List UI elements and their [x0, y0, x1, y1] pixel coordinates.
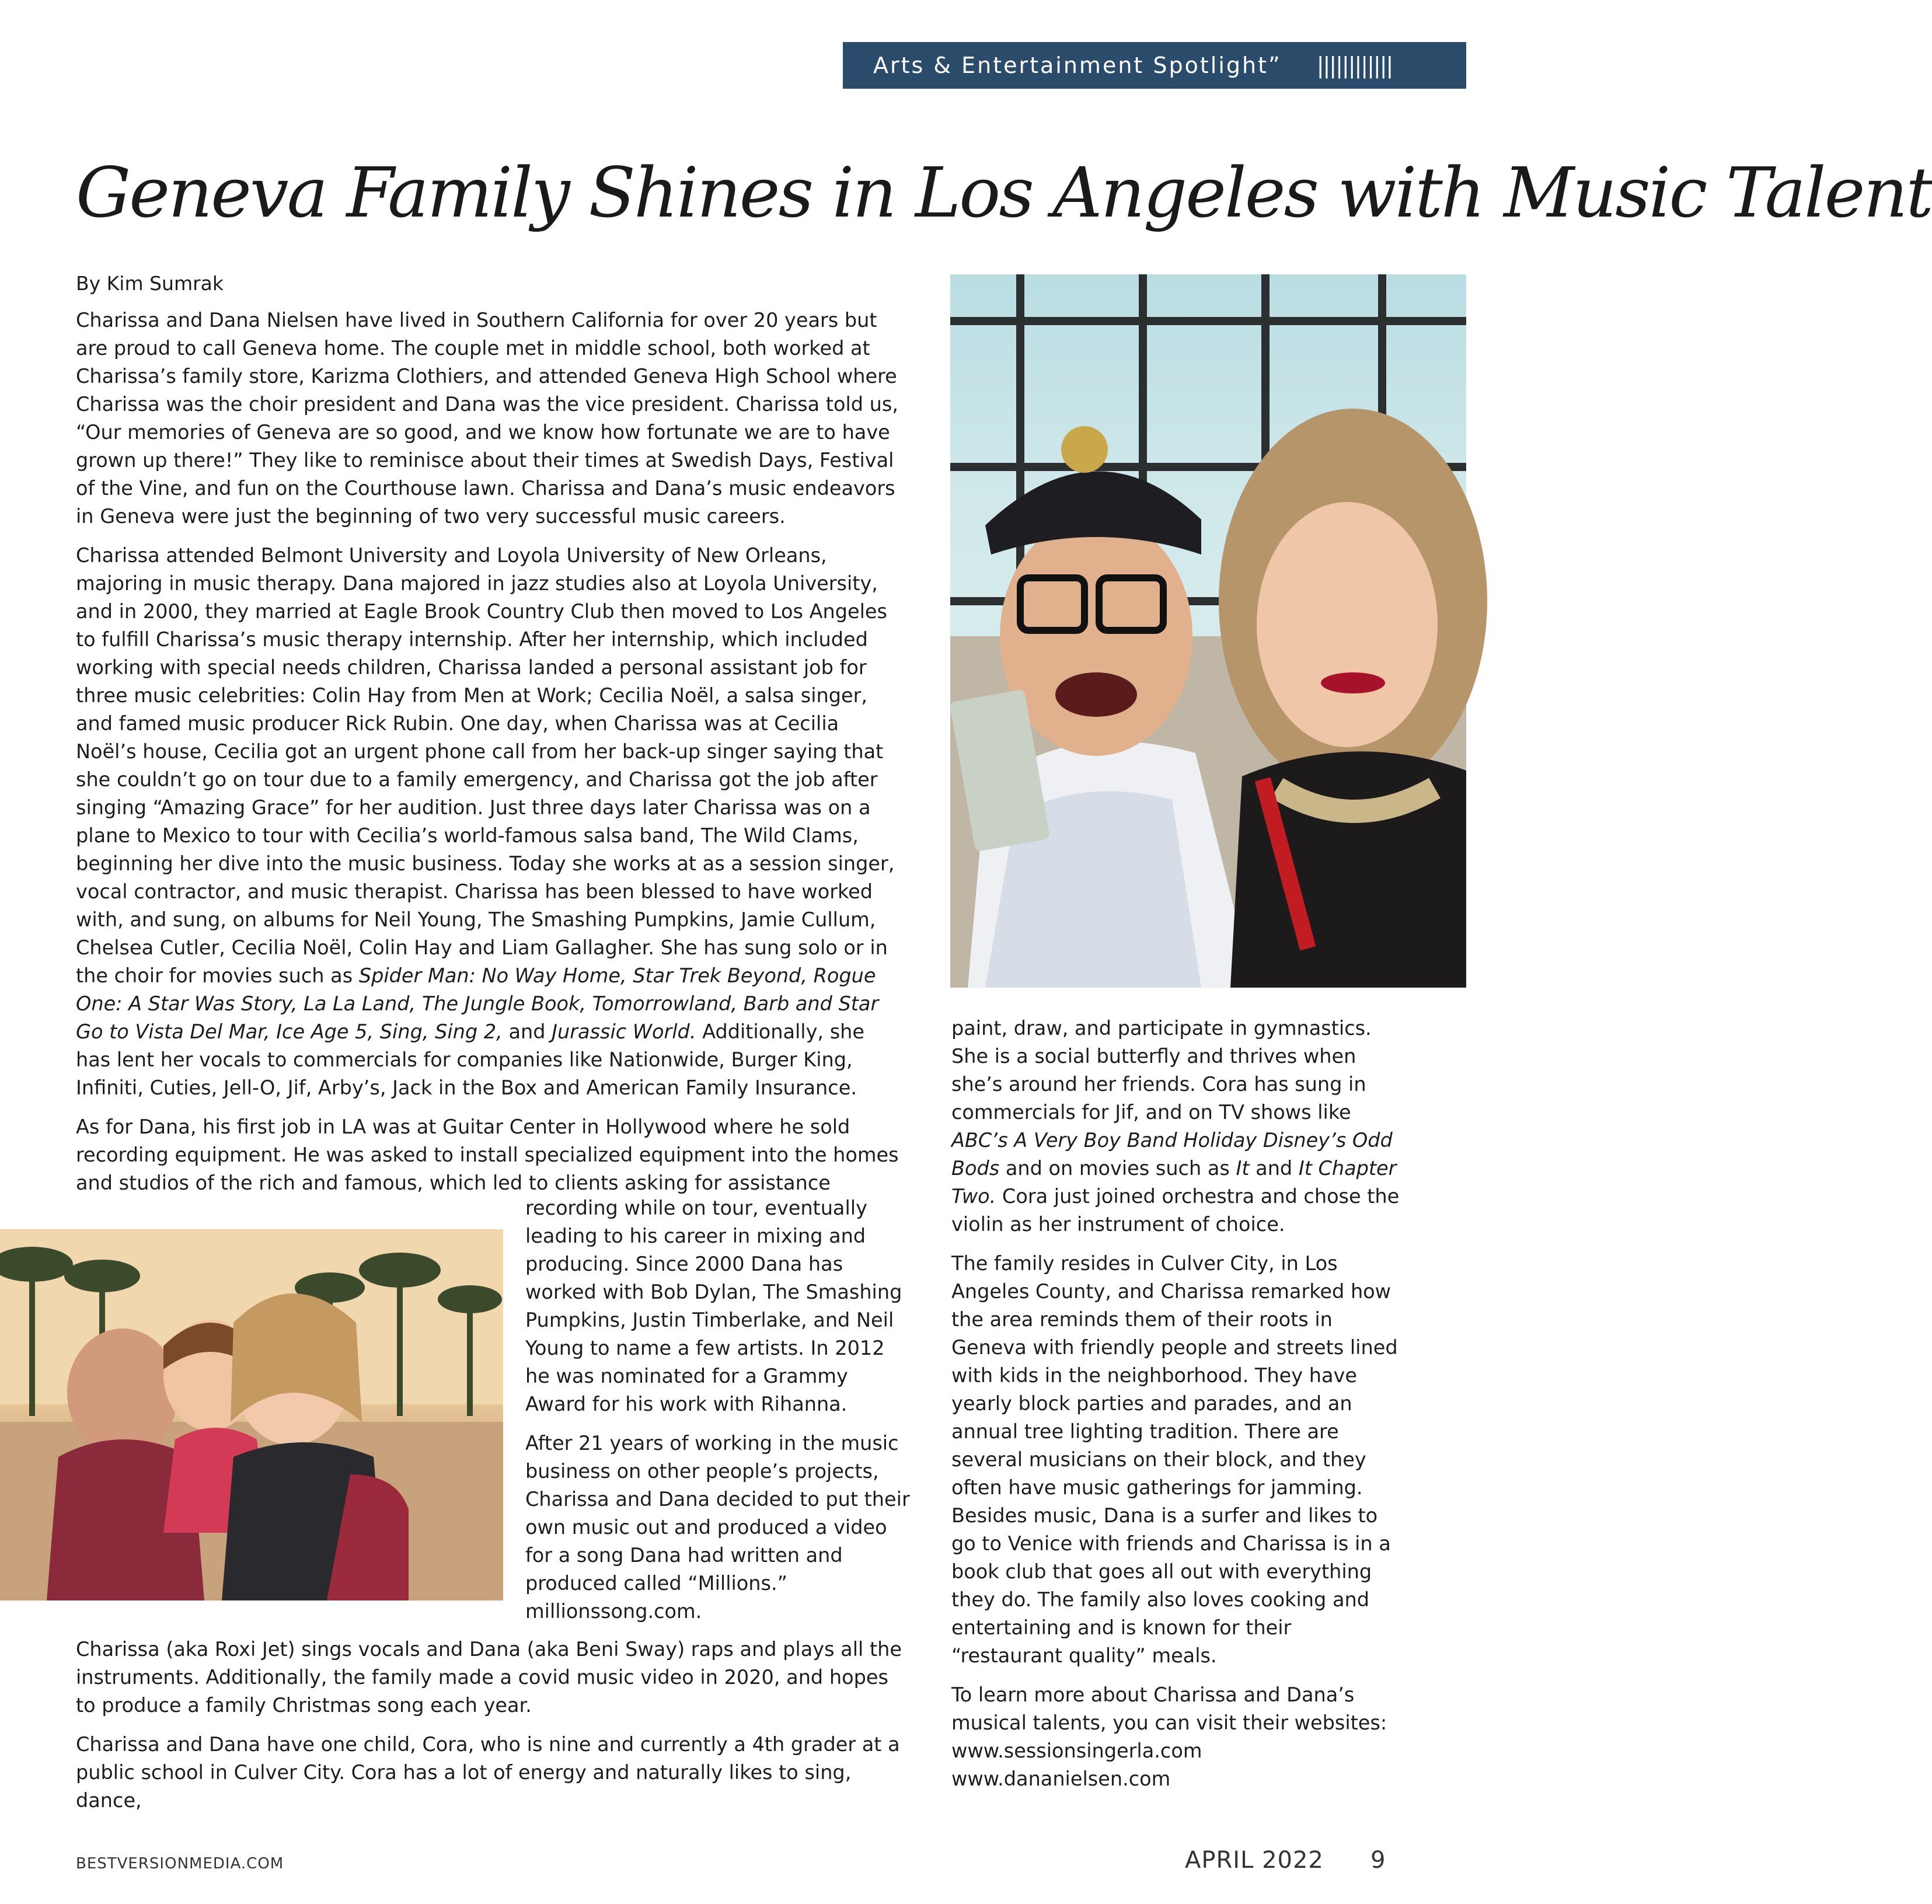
- movie-title: It Chapter Two.: [951, 1157, 1397, 1208]
- website-link[interactable]: www.dananielsen.com: [951, 1767, 1171, 1790]
- page-number: 9: [1370, 1847, 1386, 1874]
- paragraph: As for Dana, his first job in LA was at Guitar Center in Hollywood where he sold recording equipment. He was asked to install specialized equipment into the homes and studios of the rich and famous, which led to clients asking for assistance: [76, 1115, 899, 1194]
- couple-photo-illustration: [950, 274, 1466, 988]
- byline: By Kim Sumrak: [76, 272, 224, 295]
- footer-date: APRIL 2022: [1185, 1847, 1324, 1874]
- movie-title: Jurassic World.: [552, 1020, 696, 1043]
- paragraph: paint, draw, and participate in gymnastics. She is a social butterfly and thrives when she’s around her friends. Cora has sung in commercials for Jif, and on TV shows like ABC’s A Very Boy Band Holiday Disney’s Odd Bods and on movies such as It and It Chapter Two. Cora just joined orchestra and chose the violin as her instrument of choice.: [951, 1017, 1400, 1236]
- paragraph: The family resides in Culver City, in Los Angeles County, and Charissa remarked how the area reminds them of their roots in Geneva with friendly people and streets lined with kids in the neighborhood. They have yearly block parties and parades, and an annual tree lighting tradition. There are several musicians on their block, and they often have music gatherings for jamming. Besides music, Dana is a surfer and likes to go to Venice with friends and Charissa is in a book club that goes all out with everything they do. The family also loves cooking and entertaining and is known for their “restaurant quality” meals.: [951, 1252, 1398, 1667]
- website-link[interactable]: www.sessionsingerla.com: [951, 1739, 1202, 1762]
- paragraph: Charissa and Dana Nielsen have lived in Southern California for over 20 years but are proud to call Geneva home. The couple met in middle school, both worked at Charissa’s family store, Karizma Clothiers, and attended Geneva High School where Charissa was the choir president and Dana was the vice president. Charissa told us, “Our memories of Geneva are so good, and we know how fortunate we are to have grown up there!” They like to reminisce about their times at Swedish Days, Festival of the Vine, and fun on the Courthouse lawn. Charissa and Dana’s music endeavors in Geneva were just the beginning of two very successful music careers.: [76, 309, 898, 528]
- paragraph: Charissa and Dana have one child, Cora, who is nine and currently a 4th grader at a public school in Culver City. Cora has a lot of energy and naturally likes to sing, dance,: [76, 1733, 900, 1812]
- footer-website: BESTVERSIONMEDIA.COM: [76, 1855, 284, 1872]
- article-column-wrap: [525, 1194, 911, 1637]
- article-column-right: [951, 1014, 1401, 1804]
- paragraph: recording while on tour, eventually leading to his career in mixing and producing. Since 2000 Dana has worked with Bob Dylan, The Smashing Pumpkins, Justin Timberlake, and Neil Young to name a few artists. In 2012 he was nominated for a Grammy Award for his work with Rihanna.: [525, 1197, 902, 1415]
- article-column-main: [76, 306, 905, 1208]
- paragraph: To learn more about Charissa and Dana’s musical talents, you can visit their websites: www.sessionsingerla.com www.dananielsen.com: [951, 1683, 1387, 1790]
- tv-show-title: ABC’s A Very Boy Band Holiday Disney’s Odd Bods: [951, 1129, 1393, 1180]
- decorative-bars: ||||||||||||: [1316, 53, 1393, 78]
- couple-photo: [950, 274, 1466, 988]
- article-column-bottom: [76, 1636, 911, 1826]
- article-headline: Geneva Family Shines in Los Angeles with Music Talent: [76, 152, 1932, 233]
- section-title: Arts & Entertainment Spotlight”: [873, 53, 1282, 78]
- paragraph: Charissa attended Belmont University and Loyola University of New Orleans, majoring in music therapy. Dana majored in jazz studies also at Loyola University, and in 2000, they married at Eagle Brook Country Club then moved to Los Angeles to fulfill Charissa’s music therapy internship. After her internship, which included working with special needs children, Charissa landed a personal assistant job for three music celebrities: Colin Hay from Men at Work; Cecilia Noël, a salsa singer, and famed music producer Rick Rubin. One day, when Charissa was at Cecilia Noël’s house, Cecilia got an urgent phone call from her back-up singer saying that she couldn’t go on tour due to a family emergency, and Charissa got the job after singing “Amazing Grace” for her audition. Just three days later Charissa was on a plane to Mexico to tour with Cecilia’s world-famous salsa band, The Wild Clams, beginning her dive into the music business. Today she works at as a session singer, vocal contractor, and music therapist. Charissa has been blessed to have worked with, and sung, on albums for Neil Young, The Smashing Pumpkins, Jamie Cullum, Chelsea Cutler, Cecilia Noël, Colin Hay and Liam Gallagher. She has sung solo or in the choir for movies such as Spider Man: No Way Home, Star Trek Beyond, Rogue One: A Star Was Story, La La Land, The Jungle Book, Tomorrowland, Barb and Star Go to Vista Del Mar, Ice Age 5, Sing, Sing 2, and Jurassic World. Additionally, she has lent her vocals to commercials for companies like Nationwide, Burger King, Infiniti, Cuties, Jell-O, Jif, Arby’s, Jack in the Box and American Family Insurance.: [76, 544, 895, 1099]
- paragraph: Charissa (aka Roxi Jet) sings vocals and Dana (aka Beni Sway) raps and plays all the instruments. Additionally, the family made a covid music video in 2020, and hopes to produce a family Christmas song each year.: [76, 1638, 902, 1717]
- family-photo: [0, 1229, 503, 1600]
- family-photo-illustration: [0, 1229, 503, 1600]
- section-banner: [843, 42, 1466, 89]
- paragraph: After 21 years of working in the music business on other people’s projects, Charissa and Dana decided to put their own music out and produced a video for a song Dana had written and produced called “Millions.” millionssong.com.: [525, 1432, 910, 1623]
- movie-title: It: [1236, 1157, 1250, 1180]
- movie-list: Spider Man: No Way Home, Star Trek Beyond, Rogue One: A Star Was Story, La La Land, The Jungle Book, Tomorrowland, Barb and Star Go to Vista Del Mar, Ice Age 5, Sing, Sing 2,: [76, 964, 879, 1043]
